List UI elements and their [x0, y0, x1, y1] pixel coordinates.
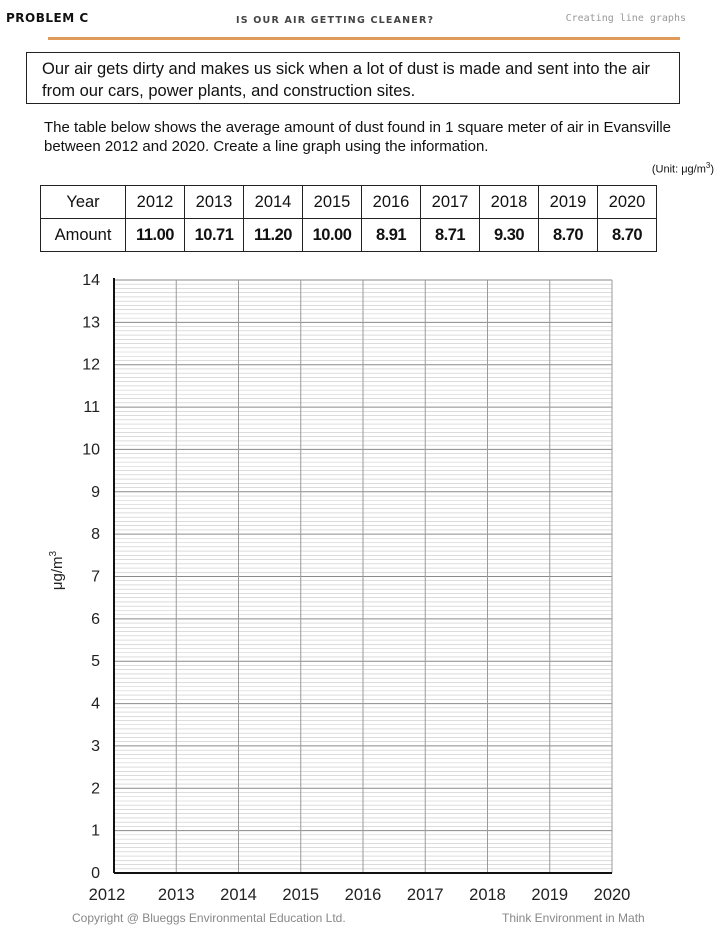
y-tick-label: 7 — [91, 568, 100, 586]
x-tick-label: 2018 — [469, 886, 506, 904]
table-row-amounts — [41, 219, 657, 252]
instructions: The table below shows the average amount of dust found in 1 square meter of air in Evansville between 2012 and 2020. Create a line graph using the information. — [44, 119, 672, 155]
amount-cell: 11.00 — [126, 219, 185, 252]
header-divider — [48, 37, 680, 40]
y-axis-label-base: μg/m — [49, 556, 66, 591]
amount-cell: 8.71 — [421, 219, 480, 252]
y-tick-label: 3 — [91, 737, 100, 755]
y-tick-label: 13 — [82, 314, 100, 332]
y-tick-label: 6 — [91, 610, 100, 628]
unit-note — [652, 161, 714, 176]
y-tick-label: 8 — [91, 526, 100, 544]
worksheet-title: IS OUR AIR GETTING CLEANER? — [236, 15, 435, 26]
amount-cell: 9.30 — [480, 219, 539, 252]
amount-cell: 8.70 — [539, 219, 598, 252]
table-row-years — [41, 186, 657, 219]
worksheet-header — [0, 0, 720, 40]
y-tick-label: 2 — [91, 780, 100, 798]
y-tick-label: 10 — [82, 441, 100, 459]
amount-cell: 11.20 — [244, 219, 303, 252]
year-header-cell: Year — [41, 186, 126, 219]
year-cell: 2014 — [244, 186, 303, 219]
x-tick-label: 2016 — [344, 886, 382, 904]
y-tick-label: 11 — [83, 399, 100, 417]
y-tick-label: 5 — [91, 653, 100, 671]
intro-text: Our air gets dirty and makes us sick when a lot of dust is made and sent into the air from our cars, power plants, and construction sites. — [42, 60, 651, 100]
year-cell: 2019 — [539, 186, 598, 219]
unit-exponent: 3 — [705, 161, 711, 170]
amount-cell: 10.71 — [185, 219, 244, 252]
unit-prefix: (Unit: μg/m — [651, 163, 706, 176]
year-cell: 2015 — [303, 186, 362, 219]
amount-cell: 8.70 — [598, 219, 657, 252]
x-tick-label: 2013 — [157, 886, 195, 904]
year-cell: 2016 — [362, 186, 421, 219]
x-tick-label: 2017 — [406, 886, 444, 904]
year-cell: 2012 — [126, 186, 185, 219]
problem-label: PROBLEM C — [6, 11, 89, 25]
x-tick-label: 2015 — [282, 886, 320, 904]
x-tick-label: 2020 — [593, 886, 631, 904]
amount-header-cell: Amount — [41, 219, 126, 252]
x-tick-label: 2019 — [531, 886, 569, 904]
y-tick-label: 9 — [91, 483, 100, 501]
data-table — [40, 185, 657, 252]
y-axis-label — [48, 550, 66, 590]
amount-cell: 10.00 — [303, 219, 362, 252]
y-tick-label: 1 — [91, 822, 100, 840]
copyright-text: Copyright @ Blueggs Environmental Education Ltd. — [72, 911, 346, 925]
x-tick-label: 2014 — [220, 886, 257, 904]
tagline-text: Think Environment in Math — [502, 911, 645, 925]
intro-box — [26, 52, 680, 104]
amount-cell: 8.91 — [362, 219, 421, 252]
line-graph-grid[interactable] — [0, 260, 720, 910]
topic-label: Creating line graphs — [565, 13, 686, 24]
year-cell: 2018 — [480, 186, 539, 219]
year-cell: 2020 — [598, 186, 657, 219]
x-tick-label: 2012 — [88, 886, 126, 904]
y-tick-label: 14 — [82, 272, 100, 289]
y-axis-label-exponent: 3 — [48, 550, 59, 557]
year-cell: 2013 — [185, 186, 244, 219]
year-cell: 2017 — [421, 186, 480, 219]
y-tick-label: 4 — [91, 695, 100, 713]
unit-suffix: ) — [710, 163, 714, 176]
y-tick-label: 0 — [91, 865, 100, 882]
y-tick-label: 12 — [82, 356, 100, 374]
